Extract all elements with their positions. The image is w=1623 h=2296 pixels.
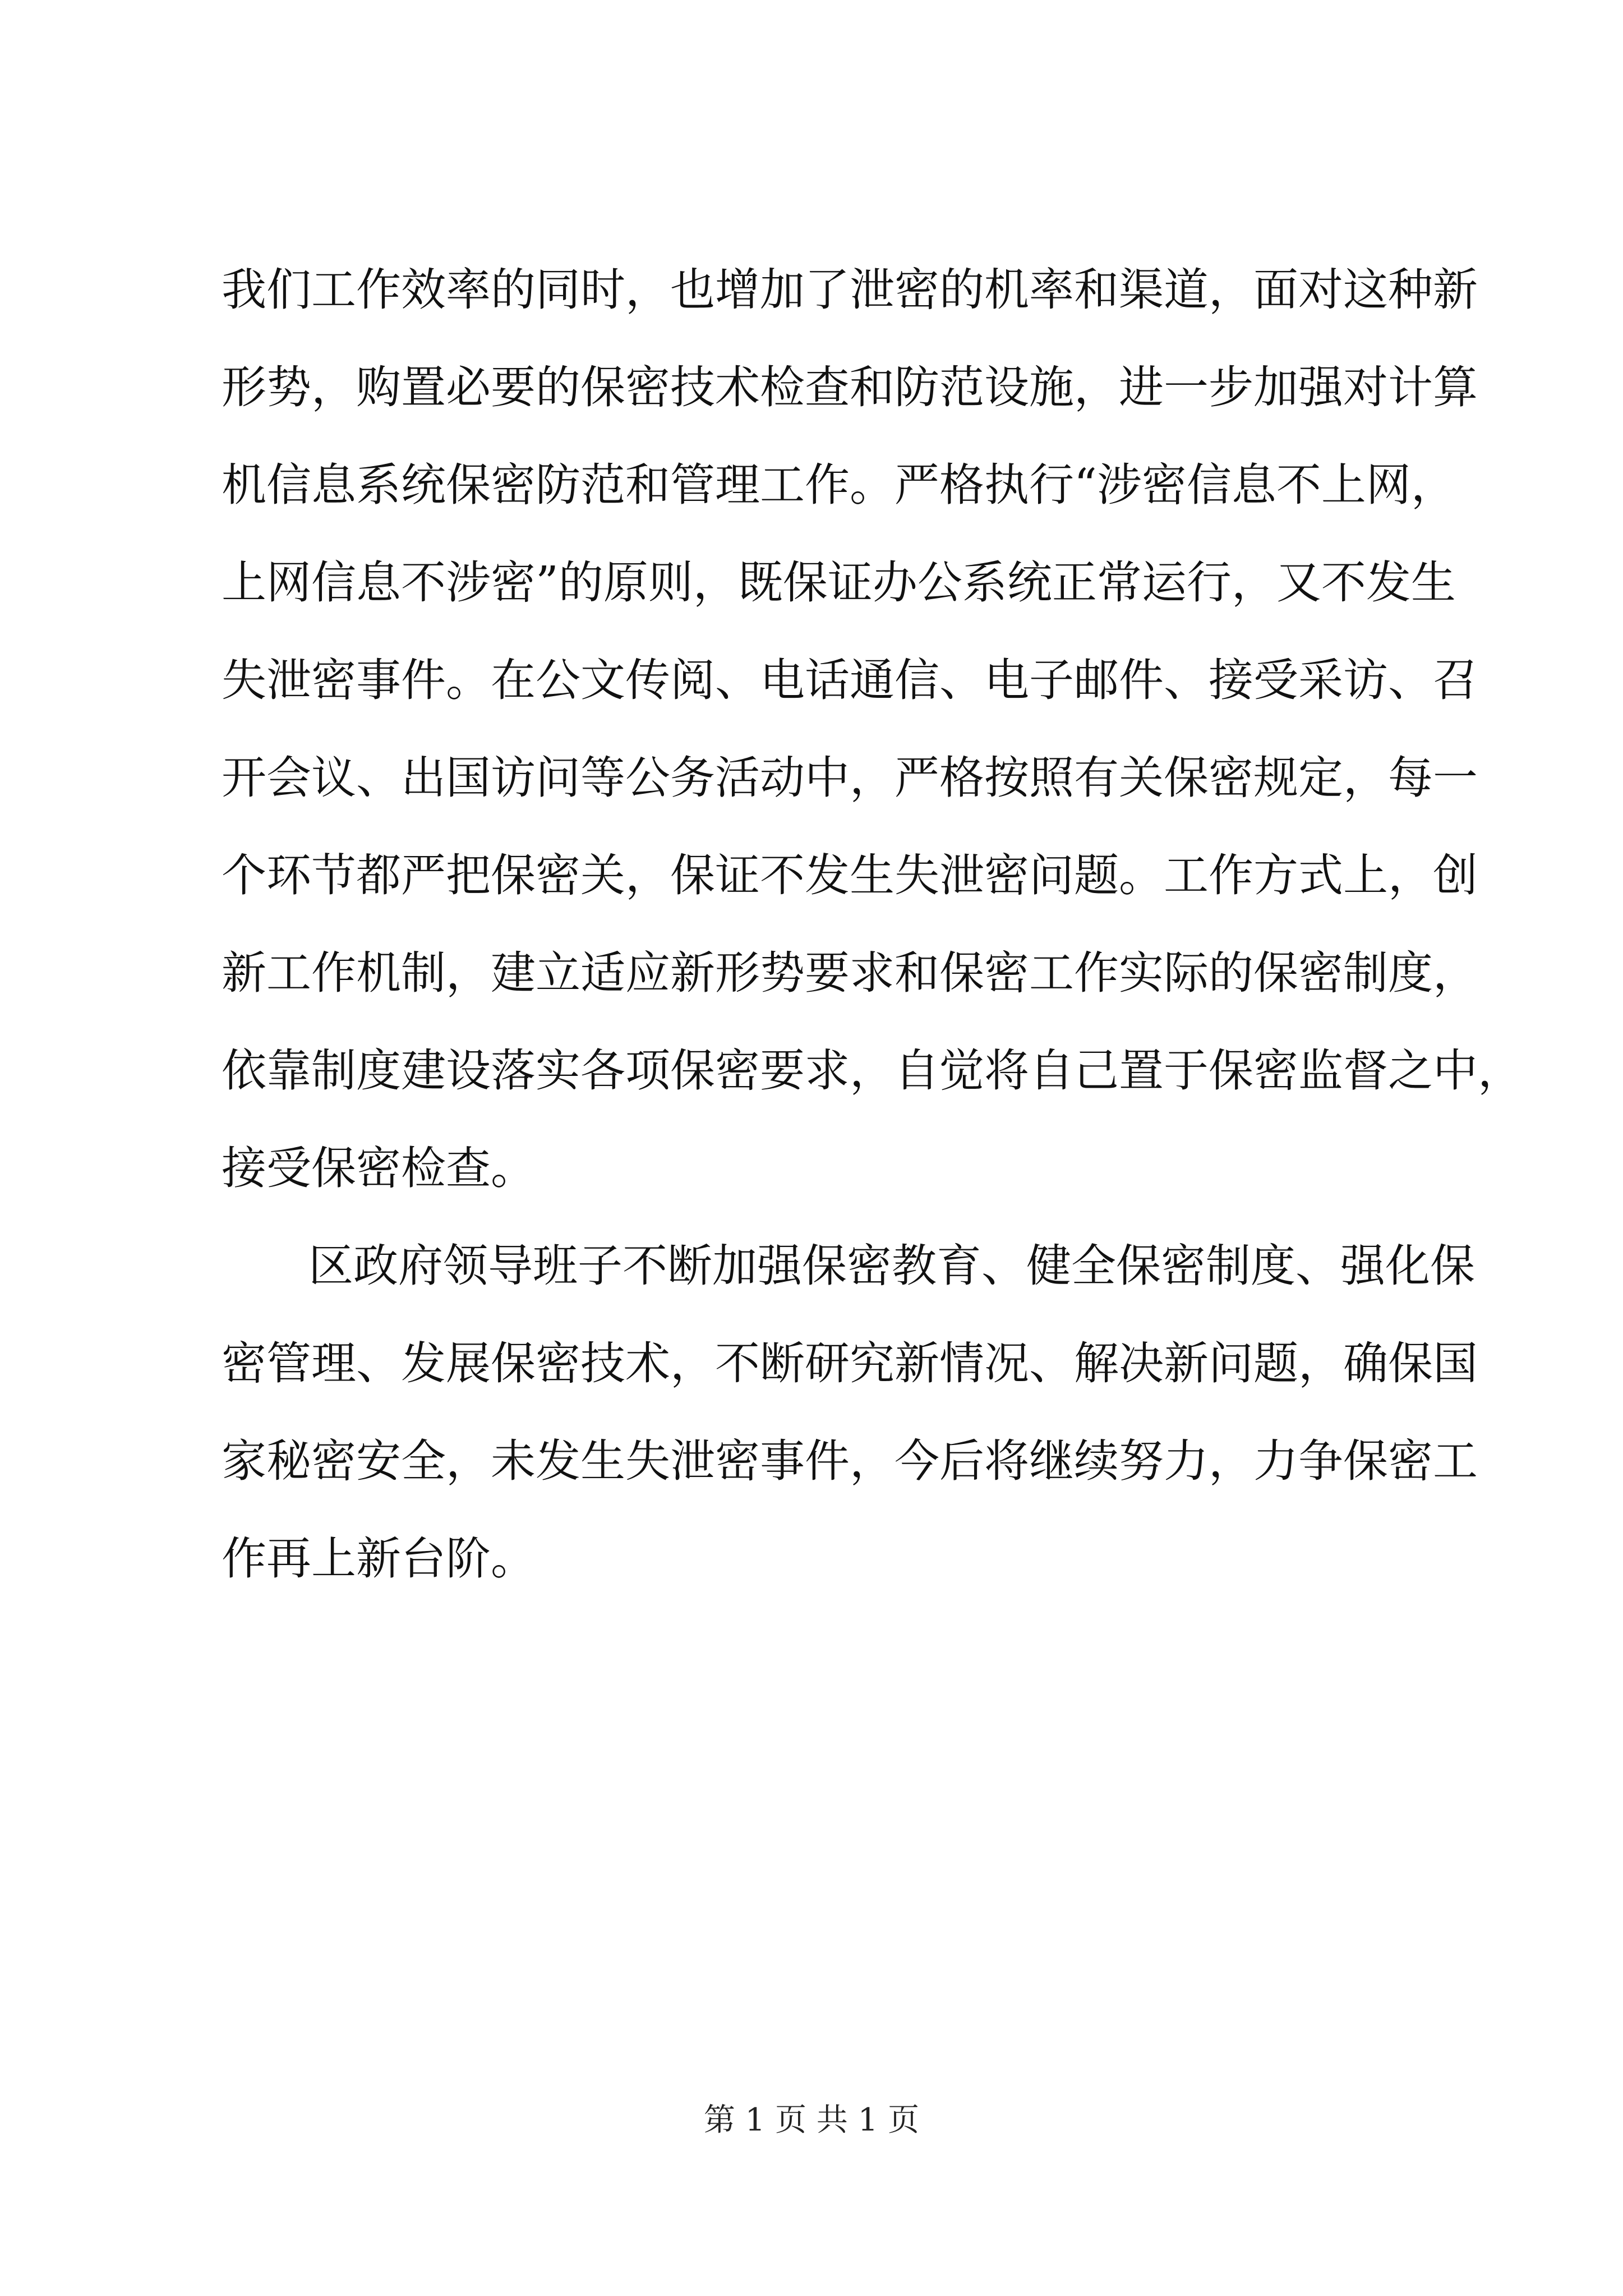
paragraph-line: 上网信息不涉密”的原则，既保证办公系统正常运行，又不发生 bbox=[222, 556, 1456, 609]
paragraph-line: 家秘密安全，未发生失泄密事件，今后将继续努力，力争保密工 bbox=[222, 1435, 1478, 1487]
paragraph-line: 新工作机制，建立适应新形势要求和保密工作实际的保密制度， bbox=[222, 947, 1478, 999]
page-footer: 第 1 页 共 1 页 bbox=[703, 2102, 920, 2138]
paragraph-line: 个环节都严把保密关，保证不发生失泄密问题。工作方式上，创 bbox=[222, 849, 1478, 901]
paragraph-line: 密管理、发展保密技术，不断研究新情况、解决新问题，确保国 bbox=[222, 1337, 1478, 1389]
paragraph-line: 接受保密检查。 bbox=[222, 1142, 536, 1194]
paragraph-line: 机信息系统保密防范和管理工作。严格执行“涉密信息不上网， bbox=[222, 459, 1456, 511]
paragraph-line: 我们工作效率的同时，也增加了泄密的机率和渠道，面对这种新 bbox=[222, 264, 1478, 316]
paragraph-1 bbox=[222, 241, 1523, 1217]
paragraph-line: 依靠制度建设落实各项保密要求，自觉将自己置于保密监督之中， bbox=[222, 1045, 1523, 1097]
paragraph-2 bbox=[222, 1217, 1478, 1608]
paragraph-line: 作再上新台阶。 bbox=[222, 1533, 536, 1585]
document-body bbox=[222, 241, 1523, 1608]
paragraph-line: 开会议、出国访问等公务活动中，严格按照有关保密规定，每一 bbox=[222, 752, 1478, 804]
paragraph-line: 区政府领导班子不断加强保密教育、健全保密制度、强化保 bbox=[308, 1240, 1475, 1292]
paragraph-line: 失泄密事件。在公文传阅、电话通信、电子邮件、接受采访、召 bbox=[222, 654, 1478, 706]
paragraph-line: 形势，购置必要的保密技术检查和防范设施，进一步加强对计算 bbox=[222, 361, 1478, 413]
